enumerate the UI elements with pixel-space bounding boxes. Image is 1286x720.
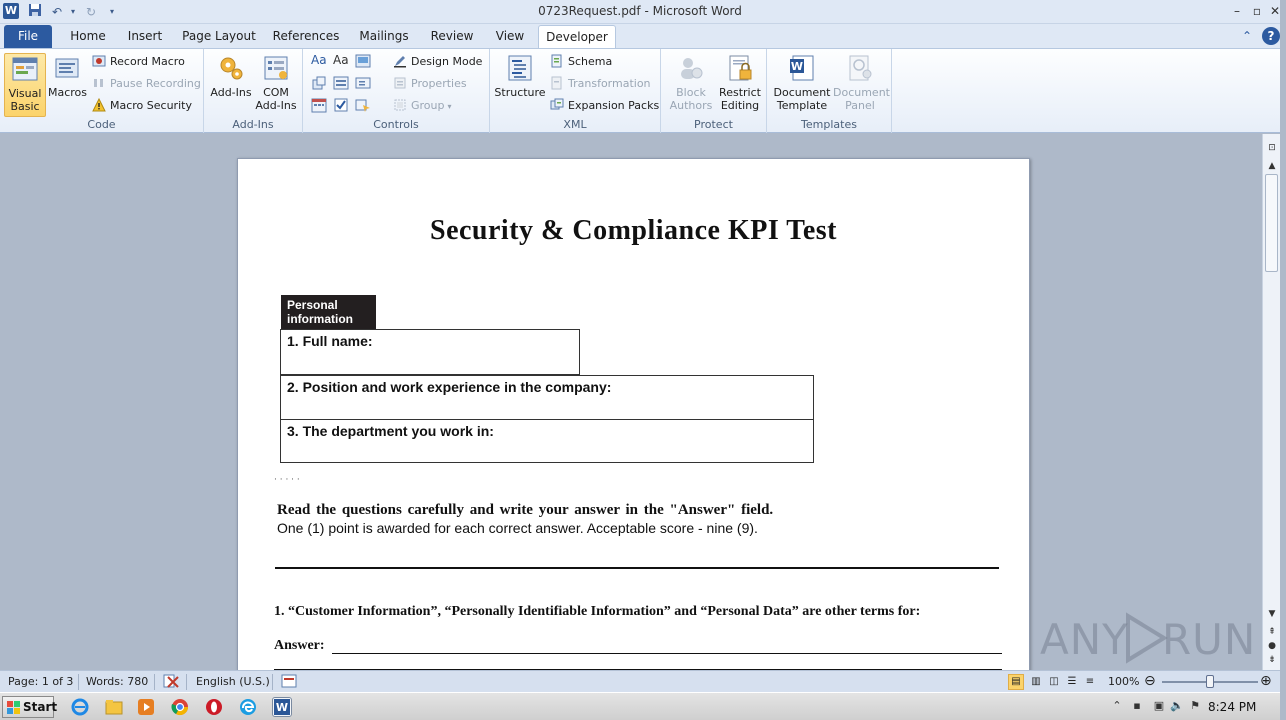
personal-information-tag: Personal information: [281, 295, 376, 329]
full-name-field[interactable]: [280, 329, 580, 375]
word-app-icon[interactable]: W: [4, 4, 18, 17]
tab-insert[interactable]: Insert: [127, 29, 163, 43]
svg-text:RUN: RUN: [1162, 615, 1257, 664]
legacy-tools-icon[interactable]: [355, 97, 373, 115]
question-1: 1. “Customer Information”, “Personally Identifiable Information” and “Personal Data” are other terms for:: [274, 604, 921, 619]
horizontal-rule: [275, 567, 999, 569]
tab-references[interactable]: References: [272, 29, 340, 43]
visual-basic-label: Visual Basic: [8, 87, 42, 113]
internet-explorer-icon[interactable]: [70, 697, 90, 717]
macros-button[interactable]: [48, 53, 86, 117]
expansion-packs-button[interactable]: [550, 97, 659, 115]
ruler-toggle-icon[interactable]: ⊡: [1268, 143, 1276, 153]
design-mode-label: Design Mode: [411, 55, 483, 68]
department-label: 3. The department you work in:: [287, 423, 494, 439]
group-templates-label: Templates: [801, 118, 857, 131]
page-count[interactable]: Page: 1 of 3: [8, 675, 74, 688]
group-dropdown-icon: ▾: [447, 102, 452, 111]
action-center-flag-icon[interactable]: ⚑: [1190, 699, 1200, 712]
file-explorer-icon[interactable]: [104, 697, 124, 717]
tab-mailings[interactable]: Mailings: [359, 29, 409, 43]
outline-view-icon[interactable]: ☰: [1067, 676, 1077, 687]
macros-label: Macros: [48, 86, 88, 99]
customize-qat-icon[interactable]: ▾: [109, 7, 114, 16]
title-bar: [0, 0, 1280, 24]
print-layout-view-icon[interactable]: ▤: [1008, 674, 1024, 690]
svg-text:W: W: [275, 701, 289, 714]
scroll-thumb[interactable]: [1265, 174, 1278, 272]
date-picker-control-icon[interactable]: [311, 97, 329, 115]
group-code: [0, 49, 204, 133]
record-macro-button[interactable]: [92, 53, 185, 71]
com-addins-icon: [261, 53, 291, 83]
structure-button[interactable]: [494, 53, 546, 117]
design-mode-button[interactable]: [393, 53, 482, 71]
group-icon: [393, 98, 407, 112]
warning-icon: [92, 98, 106, 112]
combo-box-control-icon[interactable]: [333, 75, 351, 93]
structure-icon: [505, 53, 535, 83]
com-addins-button[interactable]: [254, 53, 298, 117]
com-addins-label: COM Add-Ins: [255, 86, 297, 112]
pause-recording-label: Pause Recording: [110, 77, 201, 90]
svg-text:W: W: [790, 60, 804, 73]
start-label: Start: [23, 700, 58, 714]
visual-basic-button[interactable]: [4, 53, 46, 117]
picture-control-icon[interactable]: [355, 53, 373, 71]
expansion-packs-label: Expansion Packs: [568, 99, 660, 112]
restrict-editing-label: Restrict Editing: [719, 86, 761, 112]
status-separator: [78, 674, 79, 690]
block-authors-button[interactable]: [667, 53, 715, 117]
document-area[interactable]: [0, 134, 1262, 670]
checkbox-control-icon[interactable]: [333, 97, 351, 115]
zoom-slider-thumb[interactable]: [1206, 675, 1214, 688]
document-template-icon: [787, 53, 817, 83]
zoom-out-icon[interactable]: ⊖: [1144, 673, 1156, 689]
record-macro-label: Record Macro: [110, 55, 185, 68]
addins-button[interactable]: [208, 53, 254, 117]
restrict-editing-button[interactable]: [717, 53, 763, 117]
plain-text-control-icon[interactable]: Aa: [333, 53, 349, 67]
edge-icon[interactable]: [238, 697, 258, 717]
group-protect: [661, 49, 767, 133]
transformation-label: Transformation: [568, 77, 651, 90]
answer-line[interactable]: [332, 653, 1002, 654]
ribbon-tabs: [0, 24, 1280, 48]
position-field[interactable]: [280, 375, 814, 420]
zoom-in-icon[interactable]: ⊕: [1260, 673, 1272, 689]
minimize-button[interactable]: –: [1234, 4, 1240, 18]
properties-button[interactable]: [393, 75, 467, 93]
tab-review[interactable]: Review: [430, 29, 474, 43]
previous-page-icon[interactable]: ⇞: [1268, 627, 1276, 637]
design-mode-icon: [393, 54, 407, 68]
svg-text:ANY: ANY: [1040, 615, 1129, 664]
record-macro-icon: [92, 54, 106, 68]
block-authors-label: Block Authors: [669, 86, 713, 112]
group-protect-label: Protect: [694, 118, 733, 131]
schema-label: Schema: [568, 55, 613, 68]
macro-security-button[interactable]: [92, 97, 192, 115]
position-label: 2. Position and work experience in the company:: [287, 379, 612, 395]
status-bar: [0, 670, 1280, 692]
department-field[interactable]: [280, 419, 814, 463]
gears-icon: [216, 53, 246, 83]
status-separator: [186, 674, 187, 690]
transformation-button[interactable]: [550, 75, 651, 93]
select-browse-object-icon[interactable]: ●: [1268, 641, 1276, 651]
document-template-button[interactable]: [771, 53, 833, 117]
group-addins-label: Add-Ins: [232, 118, 274, 131]
expansion-packs-icon: [550, 98, 564, 112]
opera-icon[interactable]: [204, 697, 224, 717]
answer-label: Answer:: [274, 638, 325, 653]
maximize-button[interactable]: ▫: [1252, 4, 1262, 18]
schema-button[interactable]: [550, 53, 612, 71]
start-button[interactable]: [2, 696, 58, 718]
language[interactable]: English (U.S.): [196, 675, 270, 688]
clock[interactable]: 8:24 PM: [1208, 700, 1257, 714]
group-controls: [303, 49, 490, 133]
document-panel-icon: [845, 53, 875, 83]
group-code-label: Code: [87, 118, 116, 131]
status-separator: [272, 674, 273, 690]
building-block-control-icon[interactable]: [311, 75, 329, 93]
rich-text-control-icon[interactable]: Aa: [311, 53, 327, 67]
full-screen-reading-icon[interactable]: ▥: [1031, 676, 1041, 687]
macro-recording-icon[interactable]: [281, 673, 297, 692]
next-page-icon[interactable]: ⇟: [1268, 655, 1276, 665]
window-title: 0723Request.pdf - Microsoft Word: [538, 4, 742, 18]
draft-view-icon[interactable]: ≡: [1085, 676, 1095, 687]
document-template-label: Document Template: [773, 86, 831, 112]
redo-icon[interactable]: ↻: [85, 5, 97, 19]
scroll-up-icon[interactable]: ▲: [1268, 161, 1276, 171]
group-addins: [204, 49, 303, 133]
document-page[interactable]: [237, 158, 1030, 718]
help-icon[interactable]: ?: [1262, 27, 1280, 45]
web-layout-icon[interactable]: ◫: [1049, 676, 1059, 687]
tab-view[interactable]: View: [495, 29, 525, 43]
macro-security-label: Macro Security: [110, 99, 192, 112]
visual-basic-icon: [10, 54, 40, 84]
close-button[interactable]: ✕: [1269, 4, 1281, 18]
zoom-level[interactable]: 100%: [1108, 675, 1140, 688]
transformation-icon: [550, 76, 564, 90]
tab-file[interactable]: File: [4, 25, 52, 48]
undo-dropdown-icon[interactable]: ▾: [70, 7, 75, 16]
properties-label: Properties: [411, 77, 467, 90]
document-panel-button[interactable]: [833, 53, 890, 117]
volume-icon[interactable]: 🔈: [1170, 699, 1184, 712]
instruction-text: Read the questions carefully and write your answer in the "Answer" field.: [277, 502, 774, 518]
tab-home[interactable]: Home: [70, 29, 106, 43]
proofing-icon[interactable]: [162, 673, 180, 692]
macros-icon: [52, 53, 82, 83]
show-hidden-icons[interactable]: ⌃: [1112, 699, 1122, 712]
structure-label: Structure: [494, 86, 546, 99]
tray-app-icon[interactable]: ▪: [1133, 699, 1141, 712]
anyrun-watermark: [1040, 608, 1257, 678]
restrict-editing-icon: [725, 53, 755, 83]
full-name-label: 1. Full name:: [287, 333, 373, 349]
block-authors-icon: [676, 53, 706, 83]
group-button[interactable]: [393, 97, 452, 115]
tab-developer[interactable]: Developer: [538, 25, 616, 49]
scoring-text: One (1) point is awarded for each correct answer. Acceptable score - nine (9).: [277, 520, 758, 536]
pause-icon: [92, 76, 106, 90]
group-controls-label: Controls: [373, 118, 419, 131]
windows-flag-icon: [7, 701, 20, 714]
document-title: Security & Compliance KPI Test: [430, 215, 837, 246]
stray-text-fragment: · · · · ·: [274, 475, 300, 485]
minimize-ribbon-icon[interactable]: ⌃: [1241, 29, 1253, 43]
ribbon-developer: [0, 48, 1280, 133]
scroll-down-icon[interactable]: ▼: [1268, 609, 1276, 619]
word-taskbar-icon[interactable]: [272, 697, 292, 717]
status-separator: [154, 674, 155, 690]
dropdown-list-control-icon[interactable]: [355, 75, 373, 93]
media-player-icon[interactable]: [136, 697, 156, 717]
group-templates: [767, 49, 892, 133]
group-xml: [490, 49, 661, 133]
schema-icon: [550, 54, 564, 68]
group-xml-label: XML: [563, 118, 587, 131]
properties-icon: [393, 76, 407, 90]
tab-page-layout[interactable]: Page Layout: [182, 29, 256, 43]
taskbar: [0, 692, 1280, 720]
addins-label: Add-Ins: [210, 86, 252, 99]
group-label: Group: [411, 99, 445, 112]
network-icon[interactable]: ▣: [1153, 699, 1165, 712]
pause-recording-button[interactable]: [92, 75, 201, 93]
undo-icon[interactable]: ↶: [51, 5, 63, 19]
word-count[interactable]: Words: 780: [86, 675, 149, 688]
anyrun-logo: [1040, 608, 1257, 668]
chrome-icon[interactable]: [170, 697, 190, 717]
vertical-scrollbar[interactable]: [1262, 134, 1280, 670]
document-panel-label: Document Panel: [833, 86, 890, 112]
